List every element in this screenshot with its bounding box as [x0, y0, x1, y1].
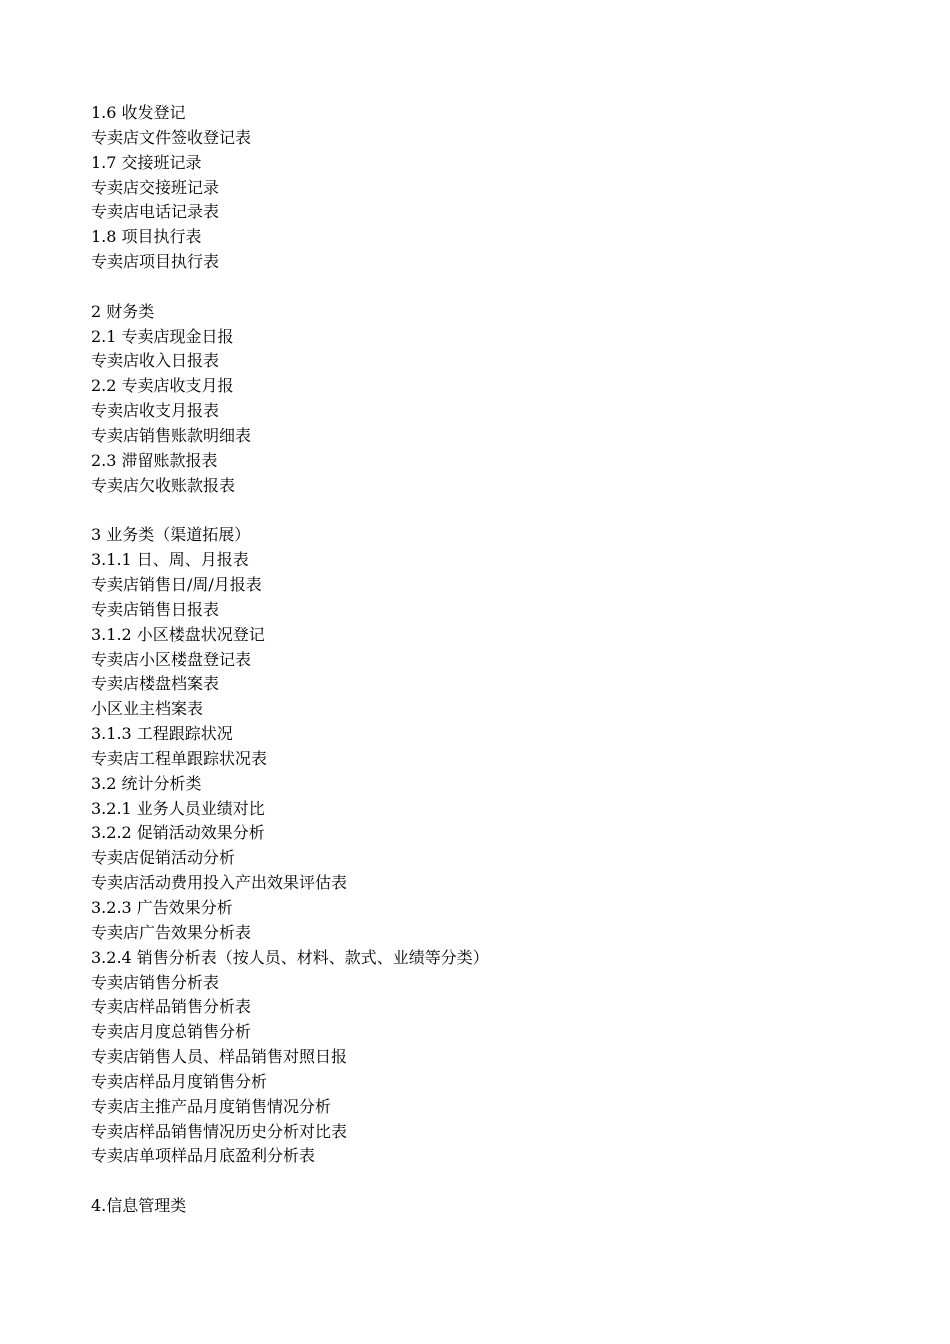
blank-line	[91, 275, 871, 300]
doc-line: 2.3 滞留账款报表	[91, 450, 218, 470]
doc-line: 专卖店样品月度销售分析	[91, 1071, 268, 1091]
doc-line: 3.2.4 销售分析表（按人员、材料、款式、业绩等分类）	[91, 947, 489, 967]
section-heading: 4.信息管理类	[91, 1196, 187, 1216]
doc-line: 专卖店销售日报表	[91, 599, 220, 619]
doc-line: 专卖店销售账款明细表	[91, 425, 252, 445]
doc-line: 专卖店单项样品月底盈利分析表	[91, 1146, 316, 1166]
doc-line: 专卖店主推产品月度销售情况分析	[91, 1096, 332, 1116]
doc-line: 专卖店收支月报表	[91, 401, 220, 421]
doc-line: 专卖店销售分析表	[91, 972, 220, 992]
doc-line: 1.7 交接班记录	[91, 152, 202, 172]
doc-line: 2.1 专卖店现金日报	[91, 326, 234, 346]
doc-line: 3.2.2 促销活动效果分析	[91, 823, 265, 843]
doc-line: 1.8 项目执行表	[91, 227, 202, 247]
doc-line: 3.2 统计分析类	[91, 773, 202, 793]
doc-line: 专卖店活动费用投入产出效果评估表	[91, 873, 348, 893]
doc-line: 专卖店楼盘档案表	[91, 674, 220, 694]
doc-line: 专卖店交接班记录	[91, 177, 220, 197]
doc-line: 专卖店销售日/周/月报表	[91, 575, 262, 595]
doc-line: 专卖店工程单跟踪状况表	[91, 748, 268, 768]
doc-line: 小区业主档案表	[91, 699, 204, 719]
doc-line: 专卖店文件签收登记表	[91, 127, 252, 147]
section-heading: 3 业务类（渠道拓展）	[91, 525, 251, 545]
doc-line: 专卖店小区楼盘登记表	[91, 649, 252, 669]
document-body	[91, 101, 871, 1219]
section-heading: 2 财务类	[91, 301, 155, 321]
doc-line: 专卖店样品销售情况历史分析对比表	[91, 1121, 348, 1141]
doc-line: 1.6 收发登记	[91, 103, 186, 122]
doc-line: 专卖店广告效果分析表	[91, 922, 252, 942]
doc-line: 3.2.1 业务人员业绩对比	[91, 798, 265, 818]
doc-line: 专卖店欠收账款报表	[91, 475, 236, 495]
doc-line: 专卖店月度总销售分析	[91, 1022, 252, 1042]
doc-line: 专卖店促销活动分析	[91, 848, 236, 868]
doc-line: 2.2 专卖店收支月报	[91, 376, 234, 396]
doc-line: 3.1.1 日、周、月报表	[91, 550, 249, 570]
doc-line: 专卖店样品销售分析表	[91, 997, 252, 1017]
doc-line: 3.1.2 小区楼盘状况登记	[91, 624, 265, 644]
doc-line: 3.2.3 广告效果分析	[91, 898, 233, 917]
doc-line: 专卖店收入日报表	[91, 351, 220, 371]
blank-line	[91, 499, 871, 524]
doc-line: 专卖店电话记录表	[91, 202, 220, 222]
blank-line	[91, 1169, 871, 1194]
doc-line: 3.1.3 工程跟踪状况	[91, 724, 233, 744]
doc-line: 专卖店项目执行表	[91, 252, 220, 272]
doc-line: 专卖店销售人员、样品销售对照日报	[91, 1047, 348, 1067]
